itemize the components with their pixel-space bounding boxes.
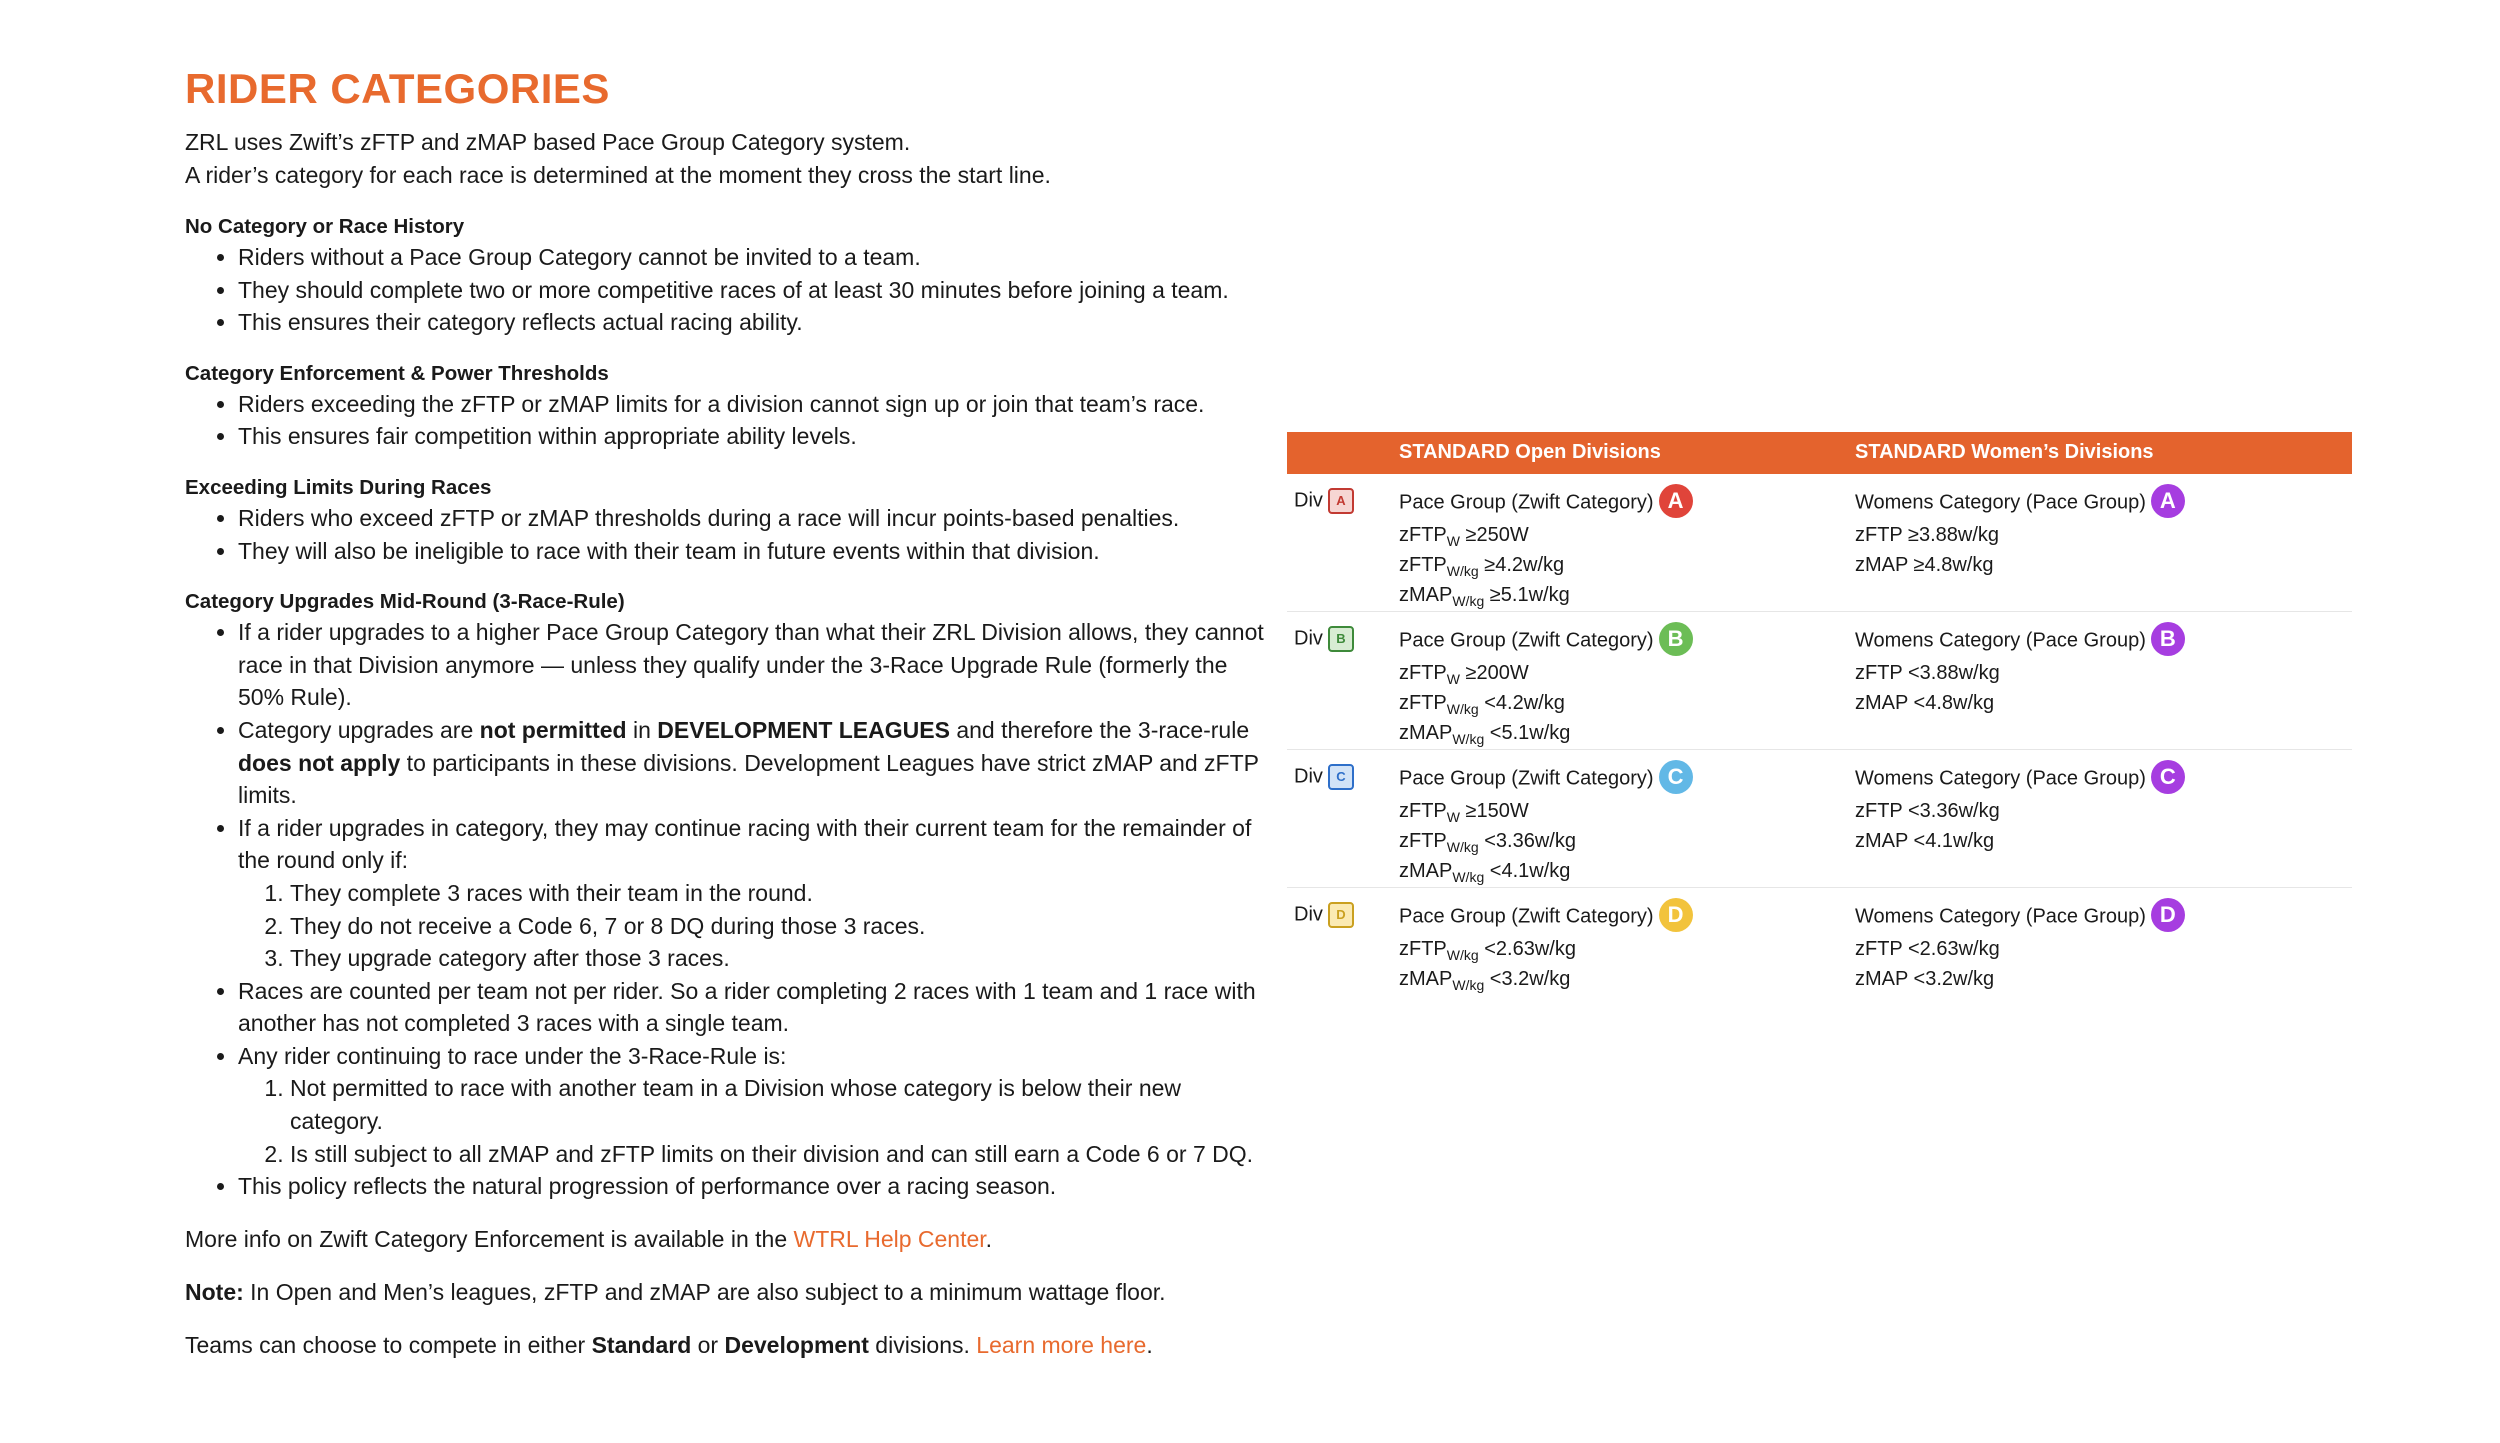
metric-name: zFTP	[1399, 524, 1447, 546]
division-badge: B	[1328, 626, 1354, 652]
metric-name: zFTP	[1399, 662, 1447, 684]
division-label	[1294, 902, 1354, 928]
list-item: • If a rider upgrades to a higher Pace Group Category than what their ZRL Division allows, they cannot race in that Division anymore — unless they qualify under the 3-Race Upgrade Rule (formerly the 50% Rule).	[238, 616, 1265, 714]
pace-group-label: Pace Group (Zwift Category)	[1399, 905, 1654, 928]
threshold-line	[1399, 718, 1693, 748]
womens-category-heading	[1855, 624, 2185, 658]
list-item	[238, 714, 1265, 812]
page-title: RIDER CATEGORIES	[185, 65, 610, 112]
text: If a rider upgrades in category, they may continue racing with their current team for the remainder of the round only if:	[238, 814, 1252, 874]
list-item: • Riders exceeding the zFTP or zMAP limits for a division cannot sign up or join that team’s race.	[238, 388, 1265, 421]
metric-unit: W	[1446, 533, 1460, 549]
womens-category-label: Womens Category (Pace Group)	[1855, 629, 2146, 652]
metric-name: zMAP	[1399, 584, 1453, 606]
section-no-category	[185, 213, 1265, 339]
threshold-line: zMAP <3.2w/kg	[1855, 968, 1995, 990]
text: Category upgrades are	[238, 716, 480, 743]
metric-name: zFTP	[1399, 800, 1447, 822]
table-row	[1287, 612, 2352, 750]
womens-category-label: Womens Category (Pace Group)	[1855, 491, 2146, 514]
section-upgrades	[185, 588, 1265, 1203]
division-label	[1294, 764, 1354, 790]
threshold-line: zFTP <2.63w/kg	[1855, 938, 2000, 960]
womens-division-cell	[1855, 762, 2185, 856]
metric-value: <4.1w/kg	[1484, 860, 1571, 882]
header-open-divisions: STANDARD Open Divisions	[1399, 441, 1661, 463]
metric-unit: W/kg	[1446, 563, 1479, 579]
table-row	[1287, 750, 2352, 888]
metric-value: <3.36w/kg	[1478, 830, 1576, 852]
list-item: • They should complete two or more competitive races of at least 30 minutes before joining a team.	[238, 274, 1265, 307]
div-prefix: Div	[1294, 903, 1323, 926]
metric-unit: W	[1446, 671, 1460, 687]
threshold-line: zMAP <4.1w/kg	[1855, 830, 1995, 852]
threshold-line	[1399, 796, 1693, 826]
metric-value: ≥150W	[1460, 800, 1529, 822]
womens-category-label: Womens Category (Pace Group)	[1855, 905, 2146, 928]
emphasis: Development	[724, 1331, 869, 1358]
list-item: • This ensures their category reflects actual racing ability.	[238, 306, 1265, 339]
threshold-line	[1399, 580, 1693, 610]
divisions-table	[1287, 432, 2352, 1025]
pace-group-label: Pace Group (Zwift Category)	[1399, 491, 1654, 514]
metric-unit: W/kg	[1446, 839, 1479, 855]
threshold-line	[1399, 826, 1693, 856]
womens-category-heading	[1855, 486, 2185, 520]
metric-unit: W/kg	[1452, 869, 1485, 885]
section-enforcement	[185, 360, 1265, 453]
list-item: • Riders who exceed zFTP or zMAP thresholds during a race will incur points-based penalties.	[238, 502, 1265, 535]
metric-name: zMAP	[1399, 722, 1453, 744]
metric-name: zFTP	[1399, 692, 1447, 714]
metric-value: <3.2w/kg	[1484, 968, 1571, 990]
womens-division-cell	[1855, 900, 2185, 994]
open-division-cell	[1399, 900, 1693, 994]
text: or	[691, 1331, 725, 1358]
section-heading: Category Enforcement & Power Thresholds	[185, 361, 609, 385]
womens-category-label: Womens Category (Pace Group)	[1855, 767, 2146, 790]
numbered-item: 1. They complete 3 races with their team in the round.	[290, 877, 1265, 910]
note-label: Note:	[185, 1278, 244, 1305]
division-label	[1294, 626, 1354, 652]
open-division-cell	[1399, 486, 1693, 610]
list-item: • This ensures fair competition within appropriate ability levels.	[238, 420, 1265, 453]
table-header	[1287, 432, 2352, 474]
table-row	[1287, 888, 2352, 1025]
pace-group-label: Pace Group (Zwift Category)	[1399, 767, 1654, 790]
list-item	[238, 1040, 1265, 1170]
womens-division-cell	[1855, 624, 2185, 718]
threshold-line: zFTP <3.36w/kg	[1855, 800, 2000, 822]
div-prefix: Div	[1294, 627, 1323, 650]
threshold-line	[1399, 688, 1693, 718]
metric-unit: W/kg	[1452, 731, 1485, 747]
threshold-line	[1399, 658, 1693, 688]
emphasis: does not apply	[238, 749, 401, 776]
division-badge: D	[1328, 902, 1354, 928]
section-heading: Exceeding Limits During Races	[185, 475, 492, 499]
category-badge: B	[2151, 622, 2185, 656]
div-prefix: Div	[1294, 489, 1323, 512]
note	[185, 1276, 1265, 1309]
division-badge: A	[1328, 488, 1354, 514]
div-prefix: Div	[1294, 765, 1323, 788]
numbered-item: 2. They do not receive a Code 6, 7 or 8 DQ during those 3 races.	[290, 910, 1265, 943]
section-heading: Category Upgrades Mid-Round (3-Race-Rule)	[185, 590, 625, 614]
womens-category-heading	[1855, 900, 2185, 934]
category-badge: A	[1659, 484, 1693, 518]
list-item: • Riders without a Pace Group Category cannot be invited to a team.	[238, 241, 1265, 274]
threshold-line: zFTP ≥3.88w/kg	[1855, 524, 1999, 546]
text: Teams can choose to compete in either	[185, 1331, 592, 1358]
text: .	[985, 1225, 993, 1252]
numbered-item: 3. They upgrade category after those 3 races.	[290, 942, 1265, 975]
teams-info	[185, 1329, 1265, 1362]
text: in	[626, 716, 658, 743]
text: Any rider continuing to race under the 3-Race-Rule is:	[238, 1042, 787, 1069]
metric-value: <2.63w/kg	[1478, 938, 1576, 960]
emphasis: not permitted	[479, 716, 627, 743]
header-womens-divisions: STANDARD Women’s Divisions	[1855, 441, 2154, 463]
wtrl-help-center-link[interactable]: WTRL Help Center	[793, 1225, 986, 1252]
text: and therefore the 3-race-rule	[949, 716, 1250, 743]
metric-value: <4.2w/kg	[1478, 692, 1565, 714]
list-item	[238, 812, 1265, 975]
text: .	[1146, 1331, 1153, 1358]
threshold-line: zFTP <3.88w/kg	[1855, 662, 2000, 684]
metric-unit: W/kg	[1452, 593, 1485, 609]
metric-value: ≥5.1w/kg	[1484, 584, 1570, 606]
rider-categories-content	[185, 60, 1265, 1362]
pace-group-heading	[1399, 624, 1693, 658]
metric-name: zFTP	[1399, 938, 1447, 960]
womens-category-heading	[1855, 762, 2185, 796]
metric-unit: W/kg	[1452, 977, 1485, 993]
emphasis: Standard	[591, 1331, 692, 1358]
metric-name: zMAP	[1399, 968, 1453, 990]
category-badge: C	[1659, 760, 1693, 794]
category-badge: A	[2151, 484, 2185, 518]
pace-group-heading	[1399, 486, 1693, 520]
category-badge: D	[2151, 898, 2185, 932]
learn-more-link[interactable]: Learn more here	[976, 1331, 1147, 1358]
numbered-item: 1. Not permitted to race with another team in a Division whose category is below their new category.	[290, 1072, 1265, 1137]
text: to participants in these divisions. Development Leagues have strict zMAP and zFTP limits.	[238, 749, 1259, 809]
text: In Open and Men’s leagues, zFTP and zMAP are also subject to a minimum wattage floor.	[243, 1278, 1166, 1305]
table-row	[1287, 474, 2352, 612]
metric-value: ≥250W	[1460, 524, 1529, 546]
pace-group-heading	[1399, 762, 1693, 796]
threshold-line	[1399, 964, 1693, 994]
category-badge: C	[2151, 760, 2185, 794]
metric-value: ≥4.2w/kg	[1478, 554, 1565, 576]
list-item: • They will also be ineligible to race with their team in future events within that division.	[238, 535, 1265, 568]
category-badge: D	[1659, 898, 1693, 932]
text: divisions.	[868, 1331, 977, 1358]
section-exceeding-limits	[185, 474, 1265, 567]
list-item: • Races are counted per team not per rider. So a rider completing 2 races with 1 team and 1 race with another has not completed 3 races with a single team.	[238, 975, 1265, 1040]
metric-name: zMAP	[1399, 860, 1453, 882]
open-division-cell	[1399, 762, 1693, 886]
division-badge: C	[1328, 764, 1354, 790]
threshold-line	[1399, 934, 1693, 964]
threshold-line	[1399, 856, 1693, 886]
threshold-line	[1399, 550, 1693, 580]
pace-group-label: Pace Group (Zwift Category)	[1399, 629, 1654, 652]
metric-unit: W/kg	[1446, 947, 1479, 963]
more-info	[185, 1223, 1265, 1256]
metric-unit: W/kg	[1446, 701, 1479, 717]
metric-unit: W	[1446, 809, 1460, 825]
threshold-line: zMAP ≥4.8w/kg	[1855, 554, 1994, 576]
open-division-cell	[1399, 624, 1693, 748]
list-item: • This policy reflects the natural progression of performance over a racing season.	[238, 1170, 1265, 1203]
threshold-line	[1399, 520, 1693, 550]
metric-name: zFTP	[1399, 830, 1447, 852]
intro-line-1: ZRL uses Zwift’s zFTP and zMAP based Pace Group Category system.	[185, 129, 911, 155]
intro-line-2: A rider’s category for each race is determined at the moment they cross the start line.	[185, 162, 1051, 188]
emphasis: DEVELOPMENT LEAGUES	[657, 716, 950, 743]
pace-group-heading	[1399, 900, 1693, 934]
numbered-item: 2. Is still subject to all zMAP and zFTP limits on their division and can still earn a Code 6 or 7 DQ.	[290, 1138, 1265, 1171]
intro	[185, 126, 1265, 192]
threshold-line: zMAP <4.8w/kg	[1855, 692, 1995, 714]
womens-division-cell	[1855, 486, 2185, 580]
division-label	[1294, 488, 1354, 514]
section-heading: No Category or Race History	[185, 215, 465, 238]
category-badge: B	[1659, 622, 1693, 656]
metric-value: <5.1w/kg	[1484, 722, 1571, 744]
text: More info on Zwift Category Enforcement is available in the	[185, 1225, 794, 1252]
metric-value: ≥200W	[1460, 662, 1529, 684]
metric-name: zFTP	[1399, 554, 1447, 576]
